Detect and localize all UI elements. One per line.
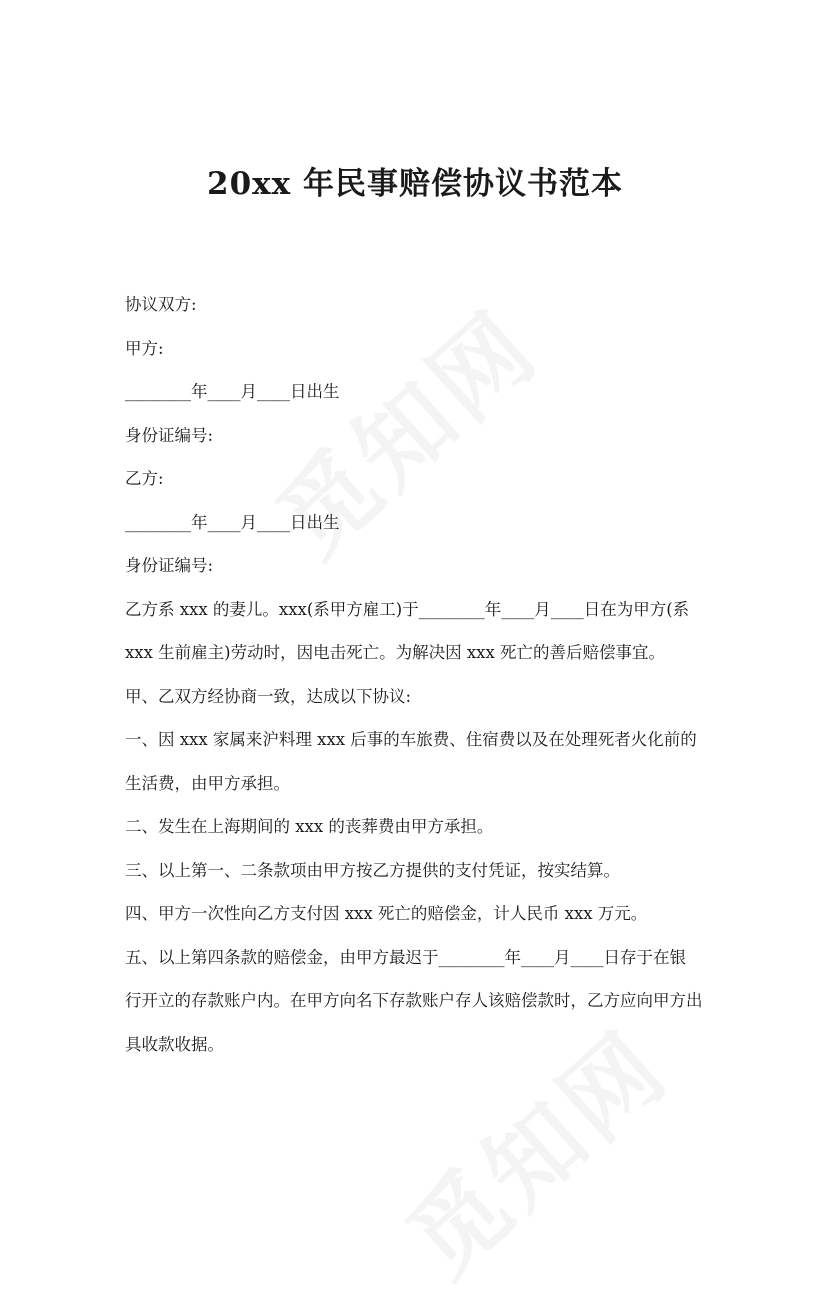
paragraph-line: 五、以上第四条款的赔偿金，由甲方最迟于________年____月____日存于在银 [125,947,686,967]
paragraph-line: 四、甲方一次性向乙方支付因 xxx 死亡的赔偿金，计人民币 xxx 万元。 [125,904,648,923]
paragraph-line: 一、因 xxx 家属来沪料理 xxx 后事的车旅费、住宿费以及在处理死者火化前的 [125,730,697,749]
paragraph-line: 二、发生在上海期间的 xxx 的丧葬费由甲方承担。 [125,817,494,836]
paragraph-line: 身份证编号: [125,425,214,445]
paragraph-line: 行开立的存款账户内。在甲方向名下存款账户存人该赔偿款时，乙方应向甲方出 [125,991,703,1010]
paragraph-line: ________年____月____日出生 [125,382,340,401]
paragraph-line: 乙方: [125,469,164,488]
document-body [125,283,715,1066]
paragraph-line: 甲、乙双方经协商一致，达成以下协议: [125,686,412,706]
paragraph-line: 乙方系 xxx 的妻儿。xxx(系甲方雇工)于________年____月____日在为甲方(系 [125,599,690,619]
paragraph-line: ________年____月____日出生 [125,512,340,532]
paragraph-line: 三、以上第一、二条款项由甲方按乙方提供的支付凭证，按实结算。 [125,860,620,880]
paragraph-line: 身份证编号: [125,556,214,575]
paragraph-line: 甲方: [125,338,164,358]
document-title: 20xx 年民事赔偿协议书范本 [207,166,623,202]
paragraph-line: 具收款收据。 [125,1034,224,1054]
paragraph-line: xxx 生前雇主)劳动时，因电击死亡。为解决因 xxx 死亡的善后赔偿事宜。 [125,643,666,662]
paragraph-line: 生活费，由甲方承担。 [125,773,290,793]
paragraph-line: 协议双方: [125,295,197,314]
